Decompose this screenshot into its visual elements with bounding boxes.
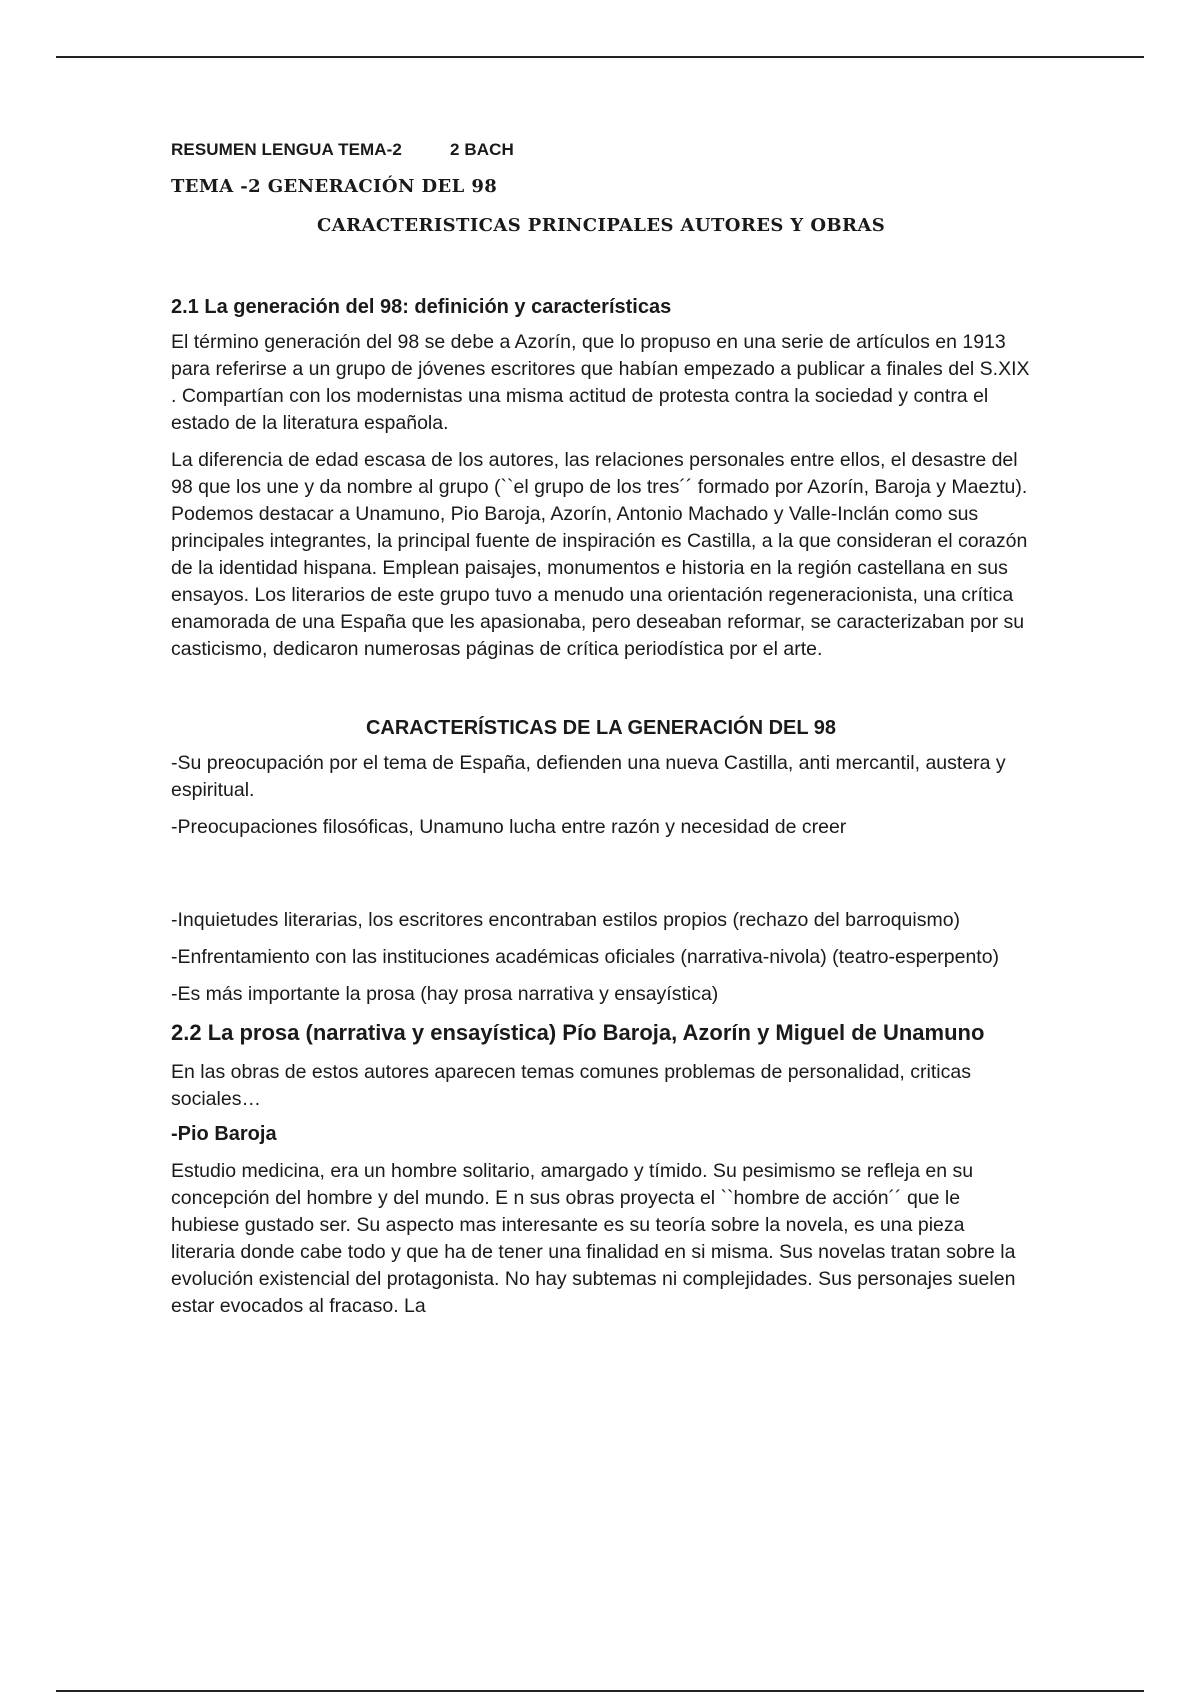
section-heading-2-2: 2.2 La prosa (narrativa y ensayística) Pío Baroja, Azorín y Miguel de Unamuno [171,1020,985,1045]
document-title: TEMA -2 GENERACIÓN DEL 98 [171,176,498,197]
document-header [171,140,1031,160]
top-rule [56,56,1144,58]
spacer [171,673,1031,717]
paragraph: La diferencia de edad escasa de los autores, las relaciones personales entre ellos, el desastre del 98 que los une y da nombre al grupo (``el grupo de los tres´´ formado por Azorín, Baroja y Maeztu). Podemos destacar a Unamuno, Pio Baroja, Azorín, Antonio Machado y Valle-Inclán como sus principales integrantes, la principal fuente de inspiración es Castilla, a la que consideran el corazón de la identidad hispana. Emplean paisajes, monumentos e historia en la región castellana en sus ensayos. Los literarios de este grupo tuvo a menudo una orientación regeneracionista, una crítica enamorada de una España que les apasionaba, pero deseaban reformar, se caracterizaban por su casticismo, dedicaron numerosas páginas de crítica periodística por el arte. [171,449,1028,660]
spacer [171,851,1031,907]
characteristics-heading: CARACTERÍSTICAS DE LA GENERACIÓN DEL 98 [365,717,837,739]
list-item: -Enfrentamiento con las instituciones académicas oficiales (narrativa-nivola) (teatro-esperpento) [171,946,1000,968]
header-right: 2 BACH [449,140,514,159]
author-heading: -Pio Baroja [171,1123,277,1145]
paragraph: El término generación del 98 se debe a Azorín, que lo propuso en una serie de artículos en 1913 para referirse a un grupo de jóvenes escritores que habían empezado a publicar a finales del S.XIX . Compartían con los modernistas una misma actitud de protesta contra la sociedad y contra el estado de la literatura española. [171,331,1030,434]
paragraph: Estudio medicina, era un hombre solitario, amargado y tímido. Su pesimismo se refleja en su concepción del hombre y del mundo. E n sus obras proyecta el ``hombre de acción´´ que le hubiese gustado ser. Su aspecto mas interesante es su teoría sobre la novela, es una pieza literaria donde cabe todo y que ha de tener una finalidad en si misma. Sus novelas tratan sobre la evolución existencial del protagonista. No hay subtemas ni complejidades. Sus personajes suelen estar evocados al fracaso. La [171,1160,1016,1317]
paragraph: En las obras de estos autores aparecen temas comunes problemas de personalidad, criticas sociales… [171,1061,971,1110]
bottom-rule [56,1690,1144,1692]
section-heading-2-1: 2.1 La generación del 98: definición y características [171,296,672,318]
list-item: -Es más importante la prosa (hay prosa narrativa y ensayística) [171,983,719,1005]
list-item: -Su preocupación por el tema de España, defienden una nueva Castilla, anti mercantil, austera y espiritual. [171,752,1006,801]
document-subtitle: CARACTERISTICAS PRINCIPALES AUTORES Y OBRAS [317,215,886,236]
list-item: -Inquietudes literarias, los escritores encontraban estilos propios (rechazo del barroquismo) [171,909,961,931]
header-left: RESUMEN LENGUA TEMA-2 [171,140,402,159]
page-content [171,140,1031,1330]
list-item: -Preocupaciones filosóficas, Unamuno lucha entre razón y necesidad de creer [171,816,847,838]
